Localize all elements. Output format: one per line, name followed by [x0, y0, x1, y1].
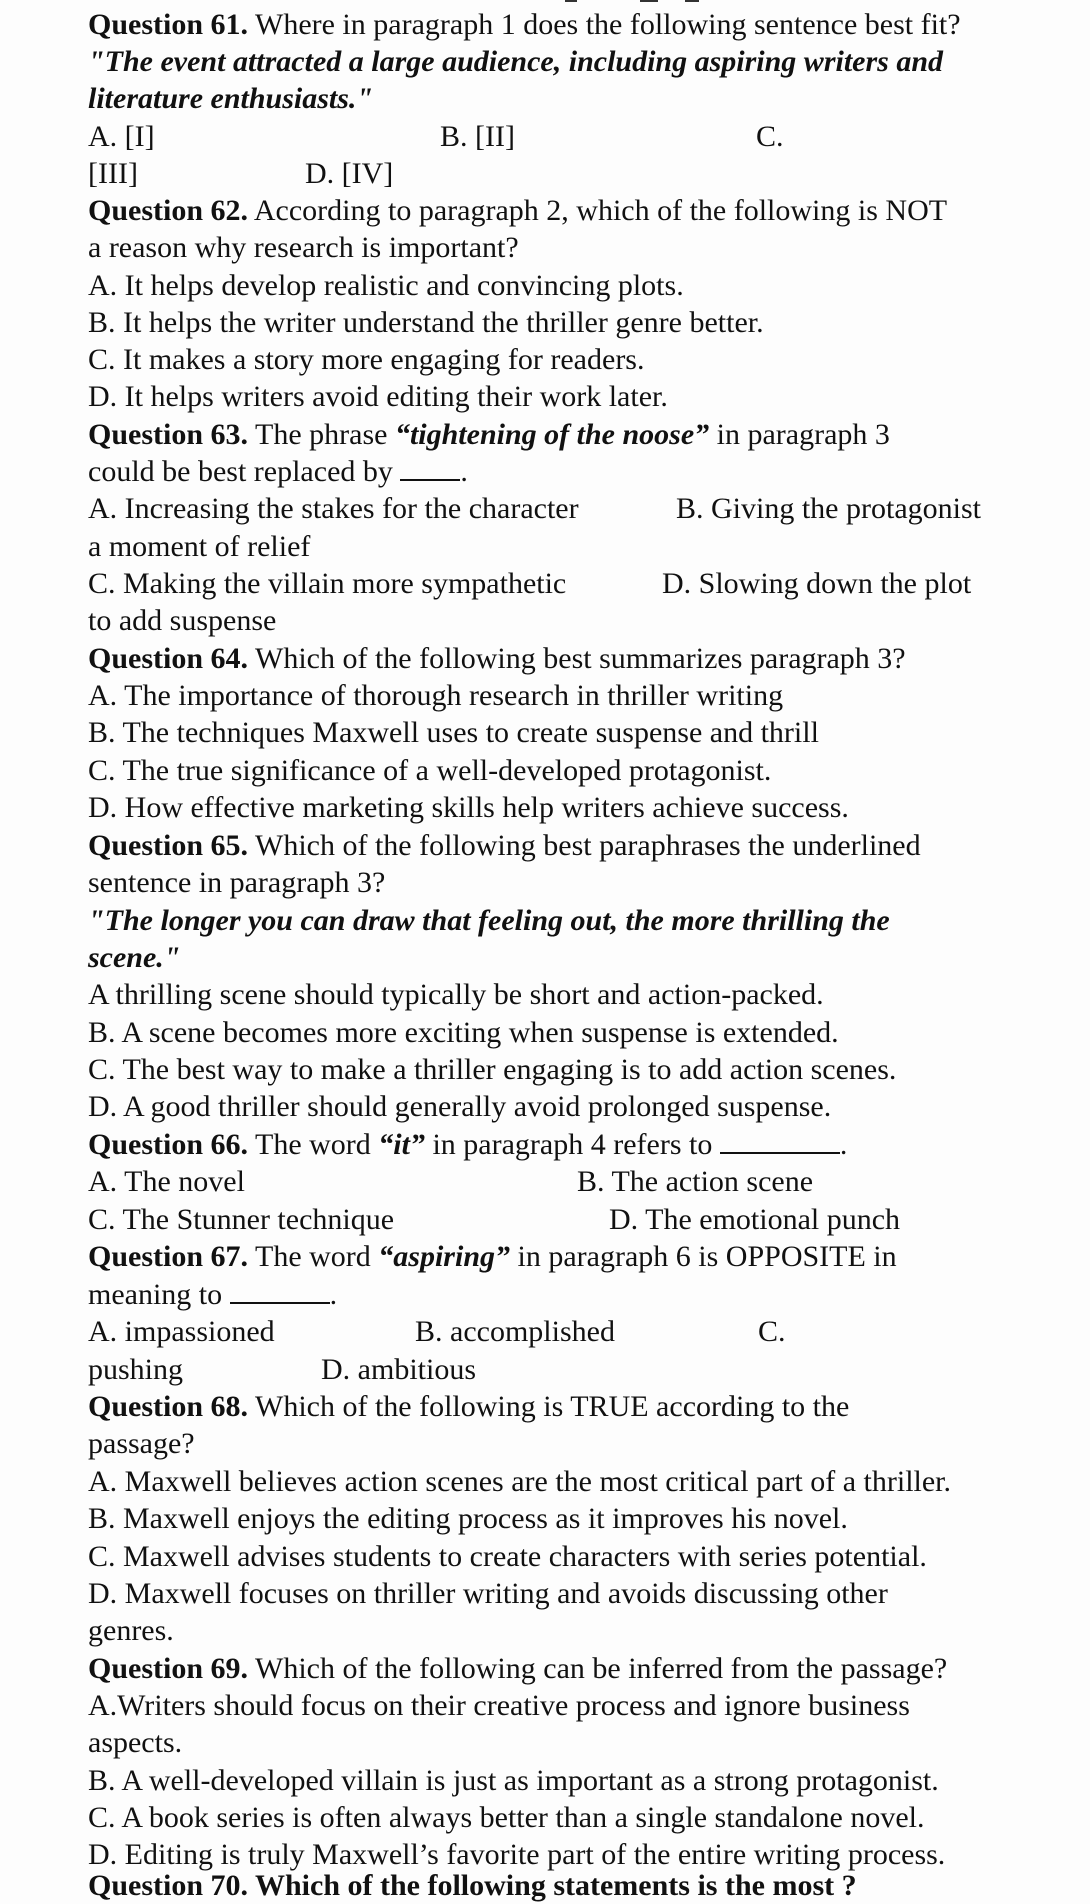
q67-label: Question 67. [88, 1240, 249, 1273]
q68-stem-line [88, 1388, 849, 1425]
q61-stem: Where in paragraph 1 does the following sentence best fit? [255, 8, 961, 41]
q65-stem-line2: sentence in paragraph 3? [88, 866, 386, 899]
answer-blank [400, 457, 460, 481]
q63-option-b-cont: a moment of relief [88, 530, 311, 563]
q66-stem-pre: The word [255, 1128, 371, 1161]
q64-option-b[interactable]: B. The techniques Maxwell uses to create suspense and thrill [88, 716, 819, 749]
q61-option-b[interactable]: B. [II] [440, 120, 515, 153]
q69-option-b[interactable]: B. A well-developed villain is just as important as a strong protagonist. [88, 1764, 939, 1797]
q67-option-a[interactable]: A. impassioned [88, 1315, 275, 1348]
q67-option-c-cont: pushing [88, 1353, 184, 1386]
q63-option-b[interactable]: B. Giving the protagonist [676, 492, 981, 525]
q65-option-b[interactable]: B. A scene becomes more exciting when suspense is extended. [88, 1016, 839, 1049]
q70-partial-line [88, 1867, 857, 1902]
q68-option-a[interactable]: A. Maxwell believes action scenes are the most critical part of a thriller. [88, 1465, 952, 1498]
q65-option-d[interactable]: D. A good thriller should generally avoid prolonged suspense. [88, 1090, 832, 1123]
q66-end: . [839, 1128, 848, 1161]
q67-option-b[interactable]: B. accomplished [415, 1315, 615, 1348]
q69-option-a-cont: aspects. [88, 1726, 183, 1759]
q64-option-c[interactable]: C. The true significance of a well-developed protagonist. [88, 754, 772, 787]
q61-option-a[interactable]: A. [I] [88, 120, 155, 153]
q61-stem-line [88, 6, 961, 43]
q64-stem: Which of the following best summarizes paragraph 3? [255, 642, 906, 675]
q68-option-d[interactable]: D. Maxwell focuses on thriller writing and avoids discussing other [88, 1577, 888, 1610]
q62-stem: According to paragraph 2, which of the following is NOT [253, 194, 948, 227]
q65-quote-line1: "The longer you can draw that feeling out, the more thrilling the [88, 904, 890, 937]
q68-label: Question 68. [88, 1390, 249, 1423]
q67-stem2: meaning to [88, 1278, 223, 1311]
q69-option-a[interactable]: A.Writers should focus on their creative process and ignore business [88, 1689, 910, 1722]
q61-label: Question 61. [88, 8, 249, 41]
q63-stem2: could be best replaced by [88, 455, 393, 488]
q66-stem-line [88, 1126, 847, 1163]
q63-option-d[interactable]: D. Slowing down the plot [662, 567, 972, 600]
q65-label: Question 65. [88, 829, 249, 862]
q69-stem: Which of the following can be inferred from the passage? [255, 1652, 948, 1685]
q61-option-d[interactable]: D. [IV] [305, 157, 394, 190]
q66-label: Question 66. [88, 1128, 249, 1161]
q69-label: Question 69. [88, 1652, 249, 1685]
q62-option-c[interactable]: C. It makes a story more engaging for readers. [88, 343, 645, 376]
q63-option-d-cont: to add suspense [88, 604, 277, 637]
q65-quote-line2: scene." [88, 941, 181, 974]
q68-option-b[interactable]: B. Maxwell enjoys the editing process as it improves his novel. [88, 1502, 848, 1535]
answer-blank [720, 1130, 840, 1154]
q67-stem-post: in paragraph 6 is OPPOSITE in [517, 1240, 897, 1273]
answer-blank [230, 1280, 330, 1304]
q67-option-d[interactable]: D. ambitious [321, 1353, 476, 1386]
q69-option-c[interactable]: C. A book series is often always better than a single standalone novel. [88, 1801, 925, 1834]
q66-option-d[interactable]: D. The emotional punch [609, 1203, 901, 1236]
q62-option-d[interactable]: D. It helps writers avoid editing their work later. [88, 380, 668, 413]
q62-stem-line [88, 192, 947, 229]
q61-option-c[interactable]: C. [756, 120, 784, 153]
q61-option-c-cont: [III] [88, 157, 138, 190]
q66-option-c[interactable]: C. The Stunner technique [88, 1203, 395, 1236]
q63-option-c[interactable]: C. Making the villain more sympathetic [88, 567, 567, 600]
q63-end: . [460, 455, 468, 488]
q62-label: Question 62. [88, 194, 249, 227]
q65-option-a[interactable]: A thrilling scene should typically be short and action-packed. [88, 978, 824, 1011]
q65-stem: Which of the following best paraphrases the underlined [255, 829, 921, 862]
q63-stem-line2 [88, 453, 468, 490]
q67-option-c[interactable]: C. [758, 1315, 786, 1348]
q63-phrase: “tightening of the noose” [394, 418, 710, 451]
q67-stem-line [88, 1238, 897, 1275]
q61-options-row1 [88, 118, 155, 155]
q64-label: Question 64. [88, 642, 249, 675]
q62-stem-line2: a reason why research is important? [88, 231, 519, 264]
q63-stem-pre: The phrase [255, 418, 388, 451]
q69-option-d[interactable]: D. Editing is truly Maxwell’s favorite part of the entire writing process. [88, 1838, 946, 1871]
q68-stem: Which of the following is TRUE according to the [255, 1390, 850, 1423]
q69-stem-line [88, 1650, 947, 1687]
q68-stem-line2: passage? [88, 1427, 195, 1460]
q66-word: “it” [378, 1128, 425, 1161]
q67-stem-pre: The word [255, 1240, 371, 1273]
q62-option-b[interactable]: B. It helps the writer understand the thriller genre better. [88, 306, 764, 339]
q67-stem-line2 [88, 1276, 337, 1313]
q61-quote-line2: literature enthusiasts." [88, 82, 374, 115]
q63-option-a[interactable]: A. Increasing the stakes for the character [88, 492, 579, 525]
q66-option-b[interactable]: B. The action scene [577, 1165, 814, 1198]
q66-stem-post: in paragraph 4 refers to [432, 1128, 713, 1161]
q61-quote-line1: "The event attracted a large audience, including aspiring writers and [88, 45, 944, 78]
q68-option-d-cont: genres. [88, 1614, 174, 1647]
q63-stem-line [88, 416, 890, 453]
q63-stem-post: in paragraph 3 [716, 418, 890, 451]
q68-option-c[interactable]: C. Maxwell advises students to create characters with series potential. [88, 1540, 927, 1573]
q67-end: . [329, 1278, 338, 1311]
q64-option-a[interactable]: A. The importance of thorough research in thriller writing [88, 679, 784, 712]
q66-option-a[interactable]: A. The novel [88, 1165, 245, 1198]
q63-label: Question 63. [88, 418, 249, 451]
q64-option-d[interactable]: D. How effective marketing skills help writers achieve success. [88, 791, 849, 824]
q67-word: “aspiring” [378, 1240, 511, 1273]
q65-stem-line [88, 827, 921, 864]
q62-option-a[interactable]: A. It helps develop realistic and convincing plots. [88, 269, 684, 302]
q70-partial-text: Question 70. Which of the following statements is the most ? [88, 1869, 857, 1902]
q65-option-c[interactable]: C. The best way to make a thriller engaging is to add action scenes. [88, 1053, 897, 1086]
q64-stem-line [88, 640, 906, 677]
